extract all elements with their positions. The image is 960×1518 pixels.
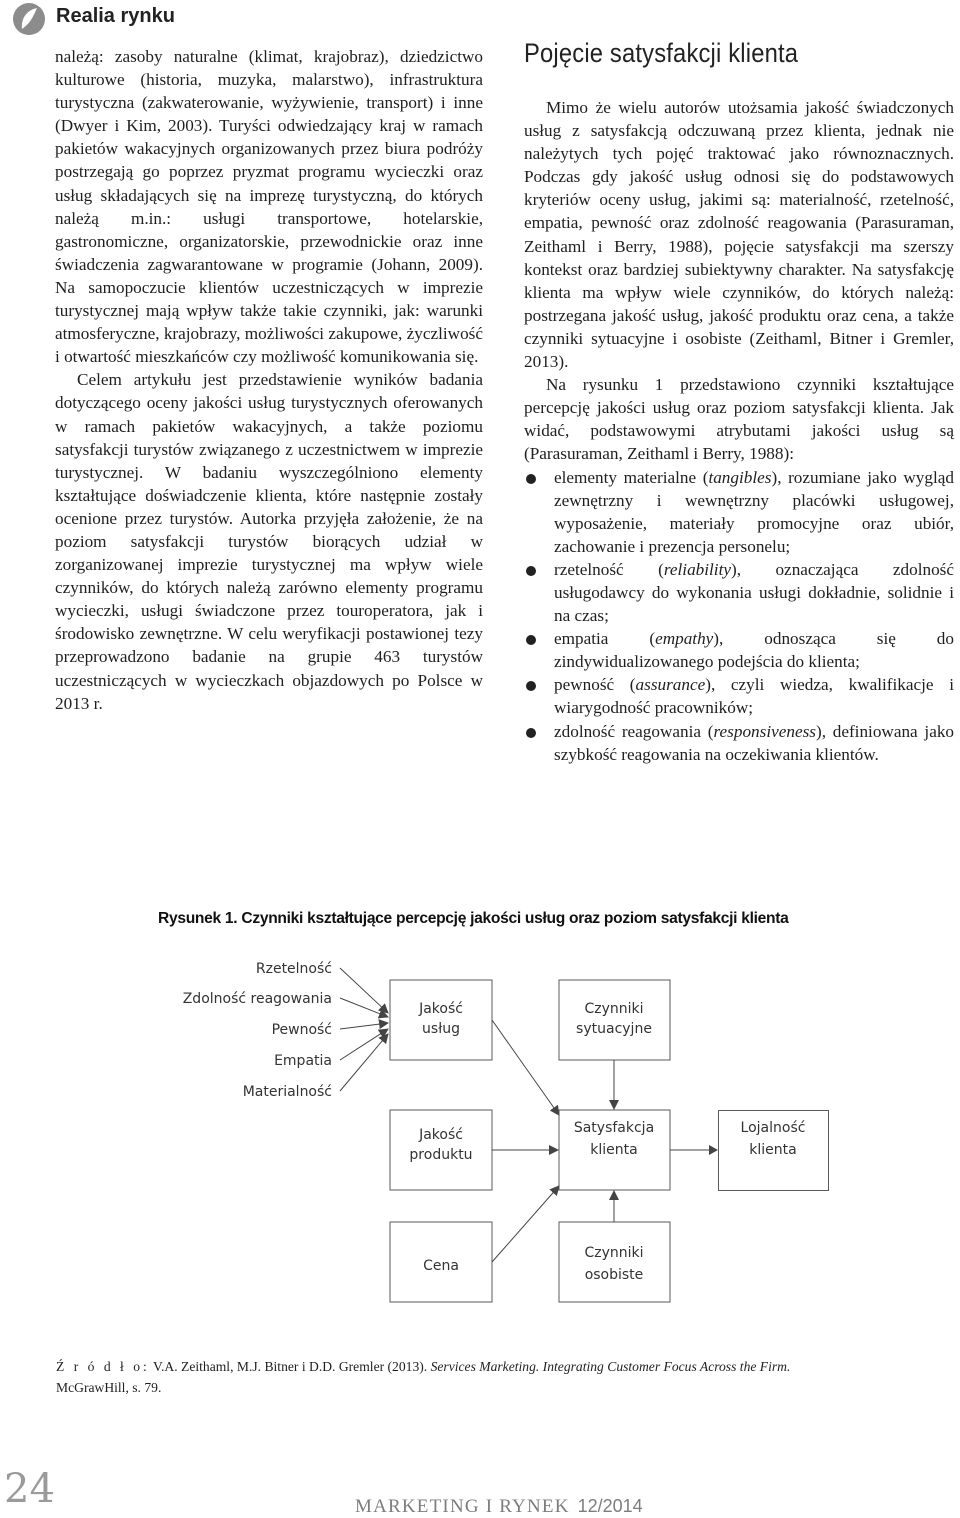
section-title: Realia rynku (56, 5, 175, 27)
box-product-quality (390, 1110, 492, 1190)
source-authors: V.A. Zeithaml, M.J. Bitner i D.D. Gremler (2013). (152, 1359, 428, 1374)
source-publisher: McGrawHill, s. 79. (56, 1380, 162, 1395)
dimension-empathy: Empatia (274, 1053, 332, 1069)
svg-text:Czynniki: Czynniki (584, 1001, 644, 1017)
source-label: Ź r ó d ł o: (56, 1359, 150, 1374)
journal-issue: 12/2014 (577, 1496, 643, 1516)
svg-text:Jakość: Jakość (419, 1127, 463, 1143)
dimension-reliability: Rzetelność (255, 961, 332, 977)
figure-caption: Rysunek 1. Czynniki kształtujące percepcję jakości usług oraz poziom satysfakcji klienta (158, 910, 789, 927)
right-paragraph-2: Na rysunku 1 przedstawiono czynniki kształtujące percepcję jakości usług oraz poziom satysfakcji klienta. Jak widać, podstawowymi atrybutami jakości usług są (Parasuraman, Zeithaml i Berry, 1988): (524, 375, 954, 464)
box-customer-satisfaction (559, 1110, 670, 1190)
page-number: 24 (4, 1466, 55, 1512)
bullet-icon (526, 635, 536, 645)
list-item: rzetelność (reliability), oznaczająca zdolność usługodawcy do wykonania usługi dokładnie, solidnie i na czas; (524, 558, 954, 627)
journal-title: MARKETING I RYNEK (355, 1496, 570, 1517)
box-customer-loyalty-frame (718, 1110, 830, 1192)
svg-text:klienta: klienta (590, 1142, 638, 1158)
circle-leaf-icon (12, 2, 46, 36)
box-situational-factors (559, 980, 670, 1060)
right-paragraph-1: Mimo że wielu autorów utożsamia jakość świadczonych usług z satysfakcją odczuwaną przez klienta, jednak nie należytych tych pojęć traktować jako równoznacznych. Podczas gdy jakość usług odnosi się do podstawowych kryteriów oceny usług, jakimi są: materialność, rzetelność, empatia, pewność oraz zdolność reagowania (Parasuraman, Zeithaml i Berry, 1988), pojęcie satysfakcji ma szerszy kontekst oraz bardziej subiektywny charakter. Na satysfakcję klienta ma wpływ wiele czynników, do których należą: postrzegana jakość usług, jakość produktu oraz cena, a także czynniki sytuacyjne i osobiste (Zeithaml, Bitner i Gremler, 2013). (524, 98, 954, 372)
bullet-icon (526, 681, 536, 691)
bullet-icon (526, 474, 536, 484)
list-item: pewność (assurance), czyli wiedza, kwalifikacje i wiarygodność pracowników; (524, 673, 954, 719)
figure-source (56, 1356, 956, 1398)
left-column (55, 45, 483, 715)
svg-text:osobiste: osobiste (584, 1267, 644, 1283)
list-item: zdolność reagowania (responsiveness), definiowana jako szybkość reagowania na oczekiwania klientów. (524, 720, 954, 766)
list-item: elementy materialne (tangibles), rozumiane jako wygląd zewnętrzny i wewnętrzny placówki usługowej, wyposażenie, materiały promocyjne oraz ubiór, zachowanie i prezencja personelu; (524, 466, 954, 558)
right-heading: Pojęcie satysfakcji klienta (524, 38, 799, 68)
right-column (524, 96, 954, 766)
left-paragraph-2: Celem artykułu jest przedstawienie wyników badania dotyczącego oceny jakości usług turystycznych oferowanych w ramach pakietów wakacyjnych, a także poziomu satysfakcji turystów związanego z uczestnictwem w imprezie turystycznej. W badaniu wyszczególniono elementy kształtujące doświadczenie klienta, które następnie zostały ocenione przez turystów. Autorka przyjęła założenie, że na poziom satysfakcji turystów biorących udział w zorganizowanej imprezie turystycznej ma wpływ wiele czynników, do których należą zarówno elementy programu wycieczki, usługi świadczone przez touroperatora, jak i środowisko zewnętrzne. W celu weryfikacji postawionej tezy przeprowadzono badanie na grupie 463 turystów uczestniczących w wycieczkach objazdowych po Polsce w 2013 r. (55, 370, 483, 713)
svg-text:Czynniki: Czynniki (584, 1245, 644, 1261)
bullet-icon (526, 566, 536, 576)
svg-text:Cena: Cena (423, 1258, 459, 1274)
svg-text:sytuacyjne: sytuacyjne (576, 1021, 652, 1037)
box-personal-factors (559, 1222, 670, 1302)
loyalty-line-2: klienta (749, 1142, 797, 1158)
svg-text:Satysfakcja: Satysfakcja (573, 1120, 655, 1136)
svg-text:produktu: produktu (409, 1147, 473, 1163)
dimension-responsiveness: Zdolność reagowania (182, 991, 332, 1007)
left-paragraph-1: należą: zasoby naturalne (klimat, krajobraz), dziedzictwo kulturowe (historia, muzyka, malarstwo), infrastruktura turystyczna (zakwaterowanie, wyżywienie, transport) i inne (Dwyer i Kim, 2003). Turyści odwiedzający kraj w ramach pakietów wakacyjnych organizowanych przez biura podróży postrzegają go poprzez pryzmat programu wycieczki oraz usług składających się na imprezę turystyczną, do których należą m.in.: usługi transportowe, hotelarskie, gastronomiczne, organizatorskie, przewodnickie oraz inne świadczenia zagwarantowane w programie (Johann, 2009). Na samopoczucie klientów uczestniczących w imprezie turystycznej mają wpływ także takie czynniki, jak: warunki atmosferyczne, krajobrazy, możliwości zakupowe, życzliwość i otwartość mieszkańców czy możliwość komunikowania się. (55, 47, 483, 367)
box-price (390, 1222, 492, 1302)
bullet-icon (526, 728, 536, 738)
arrow-satisfaction-loyalty (669, 1140, 719, 1160)
dimension-tangibles: Materialność (242, 1084, 332, 1100)
list-item: empatia (empathy), odnosząca się do zindywidualizowanego podejścia do klienta; (524, 627, 954, 673)
dimension-assurance: Pewność (271, 1022, 332, 1038)
loyalty-line-1: Lojalność (740, 1120, 806, 1136)
svg-text:Jakość: Jakość (419, 1001, 463, 1017)
source-title: Services Marketing. Integrating Customer Focus Across the Firm. (430, 1359, 791, 1374)
bullet-list (524, 466, 954, 766)
figure-diagram (160, 945, 720, 1305)
svg-text:usług: usług (422, 1021, 460, 1037)
box-service-quality (390, 980, 492, 1060)
